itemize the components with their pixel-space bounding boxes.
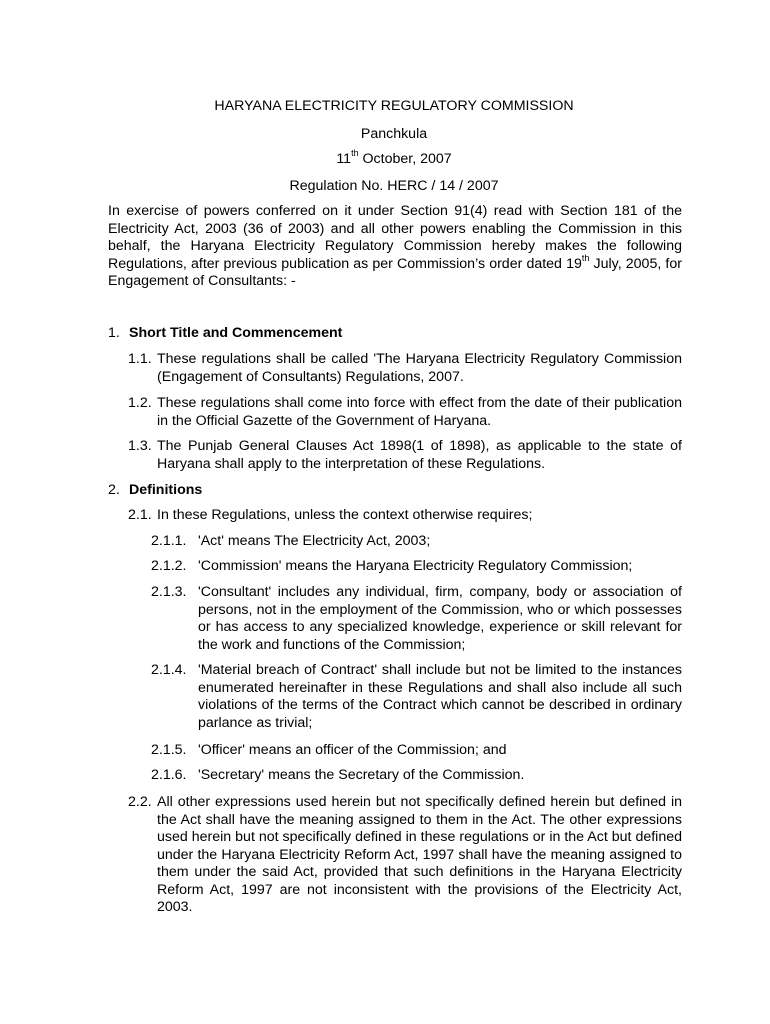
regulation-number: Regulation No. HERC / 14 / 2007 (289, 178, 499, 194)
definition-2-1-3: 2.1.3. 'Consultant' includes any individual, firm, company, body or association of persons, not in the employment of the Commission, who or which possesses or has access to any specialized knowledge, experience or skill relevant for the work and functions of the Commission; (151, 584, 682, 653)
section-1-heading: 1. Short Title and Commencement (108, 325, 343, 341)
clause-1-2: 1.2. These regulations shall come into force with effect from the date of their publication in the Official Gazette of the Government of Haryana. (128, 395, 682, 429)
clause-2-1: 2.1. In these Regulations, unless the context otherwise requires; (128, 507, 533, 523)
definition-2-1-4: 2.1.4. 'Material breach of Contract' shall include but not be limited to the instances enumerated hereinafter in these Regulations and shall also include all such violations of the terms of the Contract which cannot be described in ordinary parlance as trivial; (151, 662, 682, 731)
section-2-heading: 2. Definitions (108, 482, 203, 498)
definition-2-1-6: 2.1.6. 'Secretary' means the Secretary of the Commission. (151, 767, 525, 783)
clause-1-3: 1.3. The Punjab General Clauses Act 1898(1 of 1898), as applicable to the state of Haryana shall apply to the interpretation of these Regulations. (128, 438, 682, 472)
document-date: 11th October, 2007 (336, 148, 452, 167)
place: Panchkula (360, 126, 428, 142)
clause-1-1: 1.1. These regulations shall be called 'The Haryana Electricity Regulatory Commission (Engagement of Consultants) Regulations, 2007. (128, 351, 682, 385)
definition-2-1-1: 2.1.1. 'Act' means The Electricity Act, 2003; (151, 533, 431, 549)
definition-2-1-5: 2.1.5. 'Officer' means an officer of the Commission; and (151, 742, 507, 758)
clause-2-2: 2.2. All other expressions used herein but not specifically defined herein but defined in the Act shall have the meaning assigned to them in the Act. The other expressions used herein but not specifically defined in these regulations or in the Act but defined under the Haryana Electricity Reform Act, 1997 shall have the meaning assigned to them under the said Act, provided that such definitions in the Haryana Electricity Reform Act, 1997 are not inconsistent with the provisions of the Electricity Act, 2003. (128, 794, 682, 915)
preamble: In exercise of powers conferred on it under Section 91(4) read with Section 181 of the Electricity Act, 2003 (36 of 2003) and all other powers enabling the Commission in this behalf, the Haryana Electricity Regulatory Commission hereby makes the following Regulations, after previous publication as per Commission’s order dated 19th July, 2005, for Engagement of Consultants: - (108, 203, 682, 289)
document-title: HARYANA ELECTRICITY REGULATORY COMMISSION (214, 98, 574, 114)
definition-2-1-2: 2.1.2. 'Commission' means the Haryana Electricity Regulatory Commission; (151, 558, 633, 574)
